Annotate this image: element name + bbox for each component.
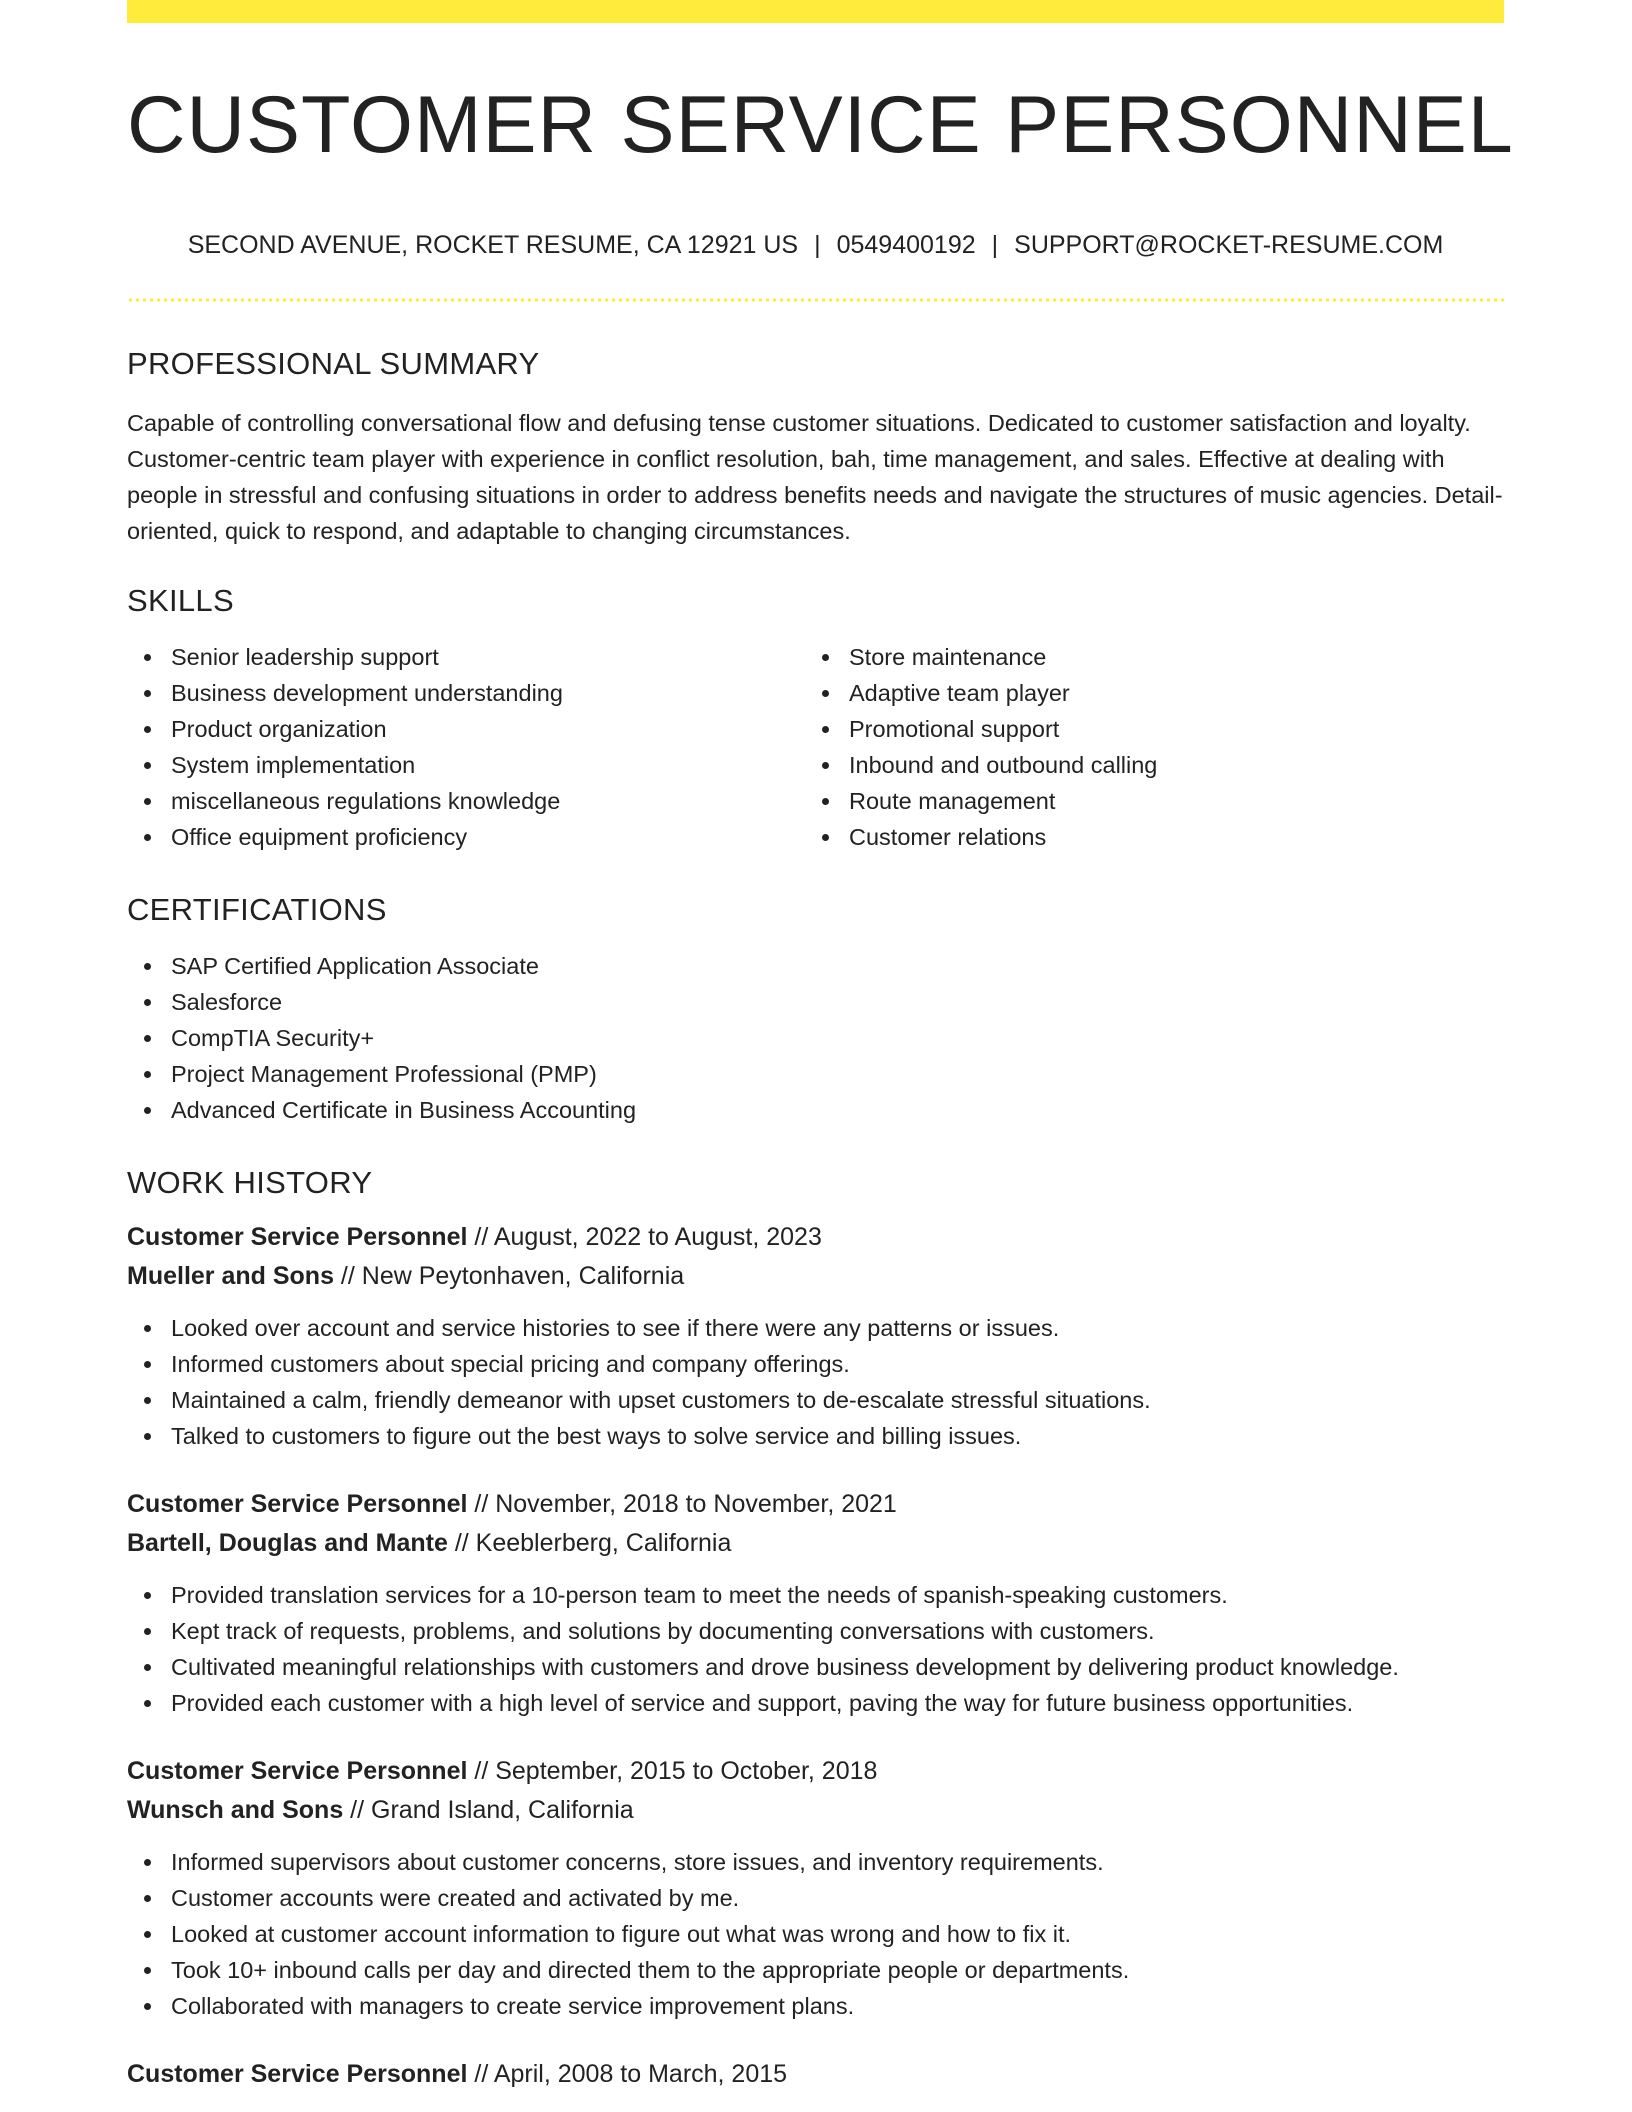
skills-list-left xyxy=(127,639,805,855)
certifications-list xyxy=(127,948,1504,1128)
skill-item: Adaptive team player xyxy=(805,675,1483,711)
skill-item: Business development understanding xyxy=(127,675,805,711)
work-history-heading: WORK HISTORY xyxy=(127,1165,373,1200)
skill-item: Customer relations xyxy=(805,819,1483,855)
job-duty-item: Provided each customer with a high level of service and support, paving the way for future business opportunities. xyxy=(127,1685,1504,1721)
skill-item: Promotional support xyxy=(805,711,1483,747)
contact-email: SUPPORT@ROCKET-RESUME.COM xyxy=(1014,231,1444,259)
skills-heading: SKILLS xyxy=(127,583,234,618)
skill-item: Inbound and outbound calling xyxy=(805,747,1483,783)
job-duty-item: Cultivated meaningful relationships with customers and drove business development by delivering product knowledge. xyxy=(127,1649,1504,1685)
certifications-heading: CERTIFICATIONS xyxy=(127,892,387,927)
skills-columns xyxy=(127,639,1504,855)
resume-page xyxy=(127,0,1514,2094)
job-duty-item: Maintained a calm, friendly demeanor with upset customers to de-escalate stressful situations. xyxy=(127,1382,1504,1418)
job-title-line xyxy=(127,1218,1504,1257)
job-role: Customer Service Personnel xyxy=(127,1223,468,1251)
skill-item: Route management xyxy=(805,783,1483,819)
job-duties-list xyxy=(127,1310,1504,1454)
skill-item: Senior leadership support xyxy=(127,639,805,675)
job-entry xyxy=(127,1485,1504,1721)
job-duty-item: Looked over account and service histories to see if there were any patterns or issues. xyxy=(127,1310,1504,1346)
job-duty-item: Provided translation services for a 10-person team to meet the needs of spanish-speaking customers. xyxy=(127,1577,1504,1613)
job-entry xyxy=(127,2055,1504,2094)
job-duty-item: Informed customers about special pricing and company offerings. xyxy=(127,1346,1504,1382)
skill-item: Product organization xyxy=(127,711,805,747)
job-entry xyxy=(127,1218,1504,1454)
job-company: Wunsch and Sons xyxy=(127,1796,344,1824)
job-duties-list xyxy=(127,1844,1504,2024)
job-duty-item: Took 10+ inbound calls per day and directed them to the appropriate people or departments. xyxy=(127,1952,1504,1988)
skill-item: Office equipment proficiency xyxy=(127,819,805,855)
job-title-line xyxy=(127,1485,1504,1524)
job-company: Mueller and Sons xyxy=(127,1262,334,1290)
skill-item: Store maintenance xyxy=(805,639,1483,675)
job-company-line xyxy=(127,1257,1504,1296)
job-company-line xyxy=(127,1524,1504,1563)
contact-separator: | xyxy=(814,231,821,259)
job-duty-item: Looked at customer account information to figure out what was wrong and how to fix it. xyxy=(127,1916,1504,1952)
job-location: // Grand Island, California xyxy=(343,1796,634,1824)
job-duty-item: Kept track of requests, problems, and solutions by documenting conversations with customers. xyxy=(127,1613,1504,1649)
job-title-line xyxy=(127,1752,1504,1791)
job-title-line xyxy=(127,2055,1504,2094)
dotted-divider xyxy=(127,298,1504,302)
skills-list-right xyxy=(805,639,1483,855)
job-duty-item: Informed supervisors about customer concerns, store issues, and inventory requirements. xyxy=(127,1844,1504,1880)
job-dates: // September, 2015 to October, 2018 xyxy=(467,1757,878,1785)
accent-top-bar xyxy=(127,0,1504,23)
job-duty-item: Customer accounts were created and activated by me. xyxy=(127,1880,1504,1916)
job-role: Customer Service Personnel xyxy=(127,1757,468,1785)
job-duties-list xyxy=(127,1577,1504,1721)
summary-heading: PROFESSIONAL SUMMARY xyxy=(127,346,540,381)
contact-separator: | xyxy=(991,231,999,259)
job-role: Customer Service Personnel xyxy=(127,1490,468,1518)
summary-text: Capable of controlling conversational flow and defusing tense customer situations. Dedicated to customer satisfaction and loyalty. Customer-centric team player with experience in conflict resolution, bah, time management, and sales. Effective at dealing with people in stressful and confusing situations in order to address benefits needs and navigate the structures of music agencies. Detail-oriented, quick to respond, and adaptable to changing circumstances. xyxy=(127,410,1503,544)
job-dates: // April, 2008 to March, 2015 xyxy=(467,2060,788,2088)
contact-address: SECOND AVENUE, ROCKET RESUME, CA 12921 US xyxy=(187,231,799,259)
contact-line xyxy=(127,233,1504,258)
job-role: Customer Service Personnel xyxy=(127,2060,468,2088)
job-duty-item: Talked to customers to figure out the best ways to solve service and billing issues. xyxy=(127,1418,1504,1454)
job-duty-item: Collaborated with managers to create service improvement plans. xyxy=(127,1988,1504,2024)
certification-item: Project Management Professional (PMP) xyxy=(127,1056,1504,1092)
job-location: // Keeblerberg, California xyxy=(447,1529,732,1557)
certification-item: Advanced Certificate in Business Accounting xyxy=(127,1092,1504,1128)
certification-item: SAP Certified Application Associate xyxy=(127,948,1504,984)
certification-item: CompTIA Security+ xyxy=(127,1020,1504,1056)
job-dates: // November, 2018 to November, 2021 xyxy=(467,1490,897,1518)
certification-item: Salesforce xyxy=(127,984,1504,1020)
skill-item: miscellaneous regulations knowledge xyxy=(127,783,805,819)
skill-item: System implementation xyxy=(127,747,805,783)
job-company-line xyxy=(127,1791,1504,1830)
job-company: Bartell, Douglas and Mante xyxy=(127,1529,448,1557)
job-entry xyxy=(127,1752,1504,2024)
job-dates: // August, 2022 to August, 2023 xyxy=(467,1223,822,1251)
contact-phone: 0549400192 xyxy=(836,231,976,259)
resume-name: CUSTOMER SERVICE PERSONNEL xyxy=(127,80,1514,170)
job-location: // New Peytonhaven, California xyxy=(333,1262,685,1290)
